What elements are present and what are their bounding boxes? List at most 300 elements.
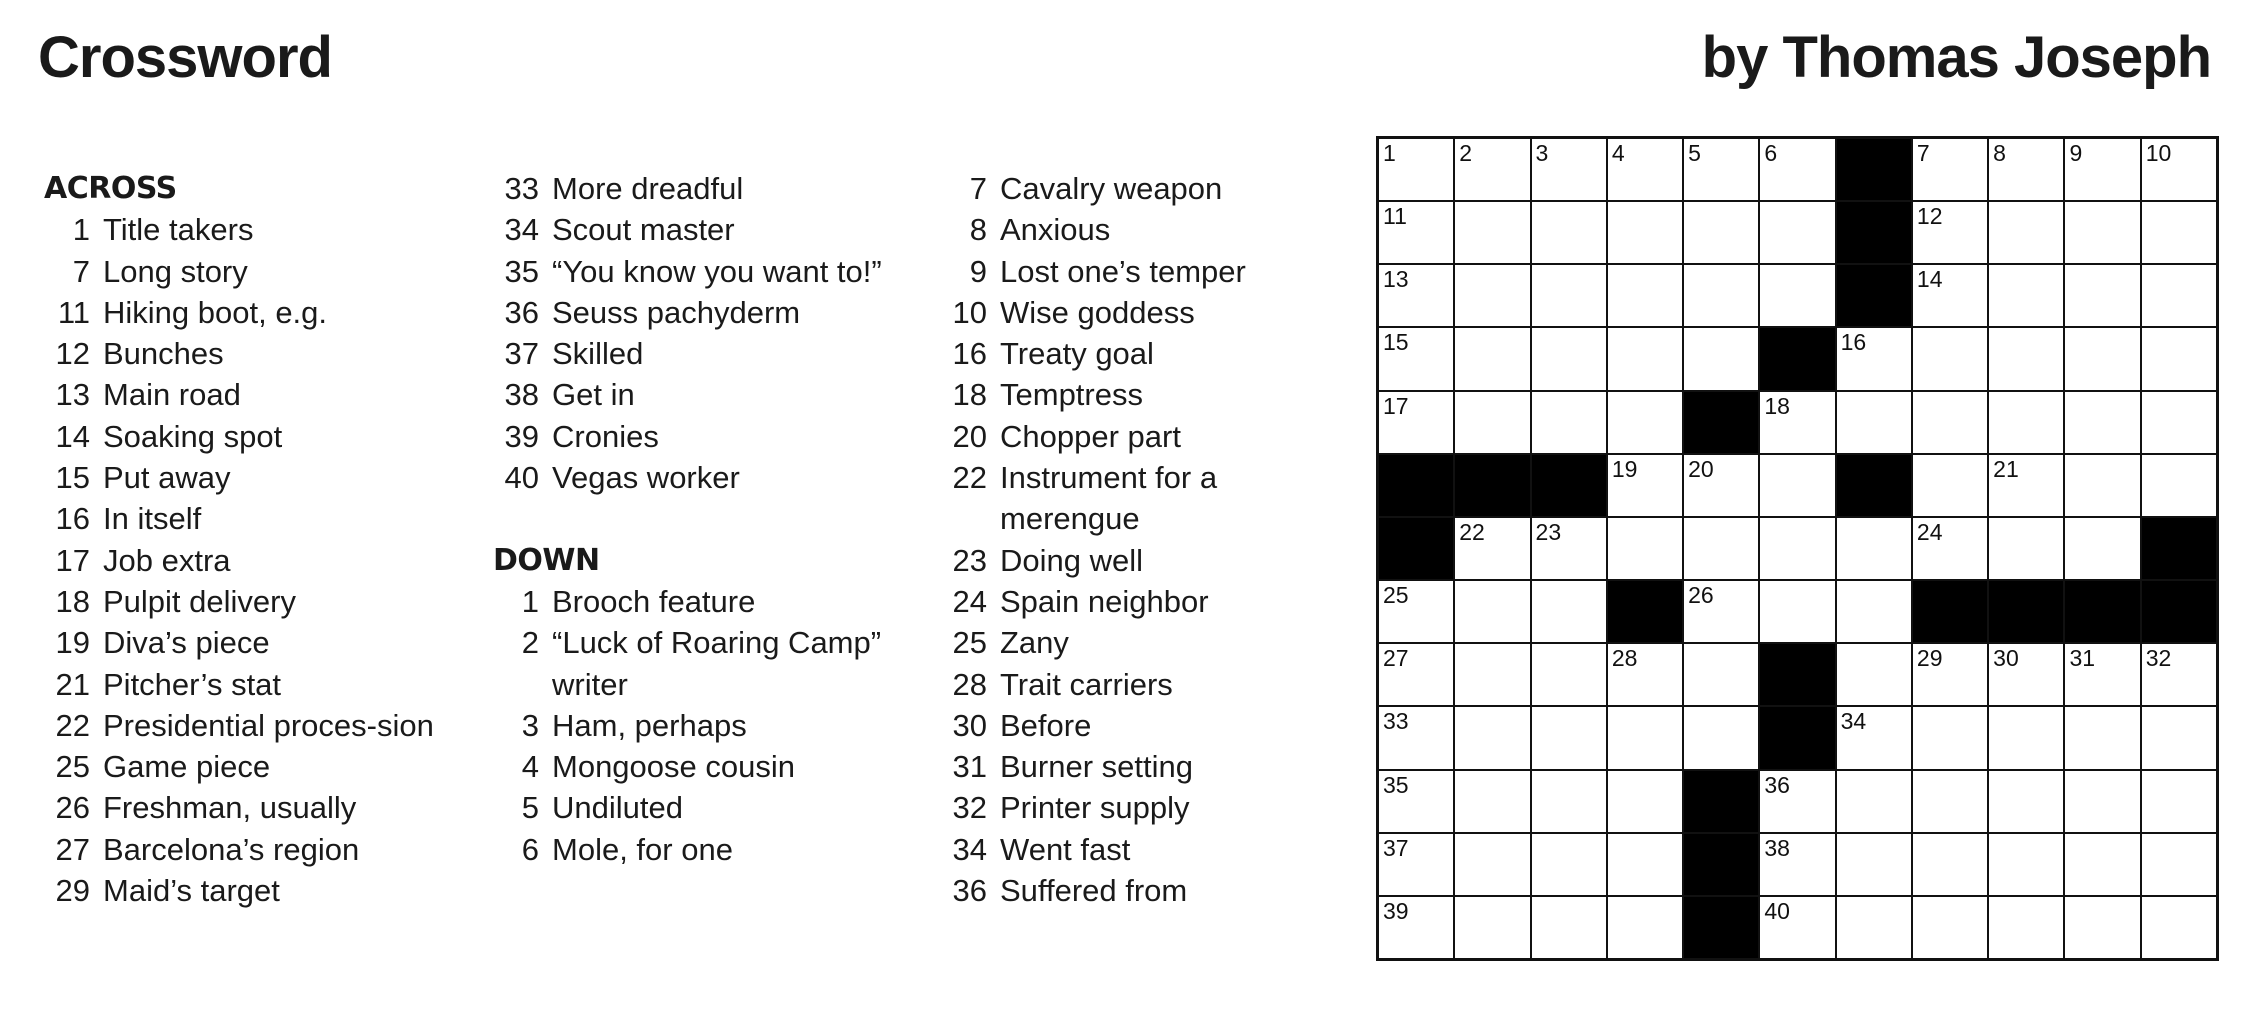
clue-down-5[interactable] (493, 787, 913, 828)
clue-down-1[interactable] (493, 581, 913, 622)
clue-down-18[interactable] (941, 374, 1361, 415)
cell-number: 6 (1764, 140, 1778, 166)
clue-down-31[interactable] (941, 746, 1361, 787)
grid-cell[interactable] (1989, 707, 2063, 768)
clue-number: 31 (952, 749, 987, 785)
grid-cell[interactable] (1684, 139, 1758, 200)
grid-cell[interactable] (1837, 707, 1911, 768)
clue-number: 8 (969, 212, 987, 248)
cell-number: 16 (1840, 329, 1867, 356)
clue-number: 36 (504, 294, 539, 330)
grid-cell[interactable] (1455, 834, 1529, 895)
clue-number: 22 (55, 707, 90, 743)
clue-down-10[interactable] (941, 292, 1361, 333)
clue-down-9[interactable] (941, 251, 1361, 292)
clue-across-36[interactable] (493, 292, 913, 333)
cell-number: 39 (1383, 897, 1409, 924)
clue-text: Anxious (1000, 212, 1111, 248)
cell-number: 40 (1764, 897, 1790, 924)
grid-cell[interactable] (1532, 328, 1606, 389)
clue-text: Cavalry weapon (1000, 171, 1223, 206)
grid-cell[interactable] (1989, 139, 2063, 200)
grid-cell[interactable] (1455, 644, 1529, 705)
cell-number: 27 (1383, 645, 1409, 672)
grid-cell[interactable] (1684, 581, 1758, 642)
clue-text: Hiking boot, e.g. (103, 294, 328, 330)
grid-block (2142, 518, 2216, 579)
grid-cell[interactable] (1608, 139, 1682, 200)
cell-number: 2 (1459, 140, 1473, 166)
grid-block (1913, 581, 1987, 642)
grid-cell[interactable] (1684, 202, 1758, 263)
clue-text: Printer supply (1000, 790, 1190, 826)
clue-across-18[interactable] (44, 581, 464, 622)
grid-cell[interactable] (1379, 392, 1453, 453)
clue-number: 30 (952, 707, 987, 743)
cell-number: 35 (1383, 771, 1409, 798)
grid-cell[interactable] (1455, 581, 1529, 642)
grid-cell[interactable] (1913, 392, 1987, 453)
clue-number: 40 (504, 460, 539, 496)
grid-cell[interactable] (1760, 834, 1834, 895)
clue-down-24[interactable] (941, 581, 1361, 622)
grid-cell[interactable] (2142, 771, 2216, 832)
clue-column-2 (493, 168, 913, 870)
grid-block (1760, 328, 1834, 389)
grid-block (1684, 834, 1758, 895)
grid-cell[interactable] (1989, 455, 2063, 516)
grid-cell[interactable] (2142, 328, 2216, 389)
grid-cell[interactable] (2065, 707, 2139, 768)
grid-cell[interactable] (1379, 707, 1453, 768)
cell-number: 17 (1383, 392, 1409, 419)
clue-text: Freshman, usually (103, 790, 357, 826)
clue-text: Treaty goal (1000, 336, 1154, 372)
clue-text: Barcelona’s region (103, 831, 360, 867)
cell-number: 33 (1383, 708, 1409, 735)
grid-cell[interactable] (1760, 265, 1834, 326)
clue-number: 35 (504, 253, 539, 289)
grid-block (1684, 897, 1758, 958)
clue-text: Get in (552, 377, 635, 413)
clue-across-29[interactable] (44, 870, 464, 911)
clue-across-38[interactable] (493, 374, 913, 415)
clue-across-11[interactable] (44, 292, 464, 333)
clue-across-33[interactable] (493, 168, 913, 209)
grid-cell[interactable] (2065, 897, 2139, 958)
grid-cell[interactable] (1913, 771, 1987, 832)
grid-block (1684, 392, 1758, 453)
grid-cell[interactable] (1989, 771, 2063, 832)
cell-number: 14 (1916, 266, 1943, 293)
clue-text: Doing well (1000, 542, 1144, 578)
cell-number: 15 (1383, 329, 1409, 356)
cell-number: 4 (1611, 140, 1625, 166)
clue-number: 22 (952, 460, 987, 496)
grid-cell[interactable] (1913, 834, 1987, 895)
grid-block (2065, 581, 2139, 642)
grid-cell[interactable] (1913, 202, 1987, 263)
grid-cell[interactable] (1455, 392, 1529, 453)
clue-text: Chopper part (1000, 418, 1181, 454)
clue-across-15[interactable] (44, 457, 464, 498)
clue-across-22[interactable] (44, 705, 464, 746)
grid-cell[interactable] (1608, 707, 1682, 768)
grid-cell[interactable] (1684, 707, 1758, 768)
grid-cell[interactable] (2142, 139, 2216, 200)
clue-text: Maid’s target (103, 873, 280, 909)
grid-cell[interactable] (1455, 707, 1529, 768)
clue-number: 25 (952, 625, 987, 661)
clue-number: 11 (57, 294, 90, 330)
clue-across-34[interactable] (493, 209, 913, 250)
clue-across-37[interactable] (493, 333, 913, 374)
clue-text: Pitcher’s stat (103, 666, 282, 702)
grid-cell[interactable] (1989, 202, 2063, 263)
crossword-grid (1376, 136, 2219, 961)
clue-across-13[interactable] (44, 374, 464, 415)
clue-text: Main road (103, 377, 241, 413)
grid-cell[interactable] (1379, 328, 1453, 389)
clue-down-20[interactable] (941, 416, 1361, 457)
grid-cell[interactable] (1455, 202, 1529, 263)
clue-down-7[interactable] (941, 168, 1361, 209)
grid-cell[interactable] (2142, 644, 2216, 705)
grid-cell[interactable] (1608, 771, 1682, 832)
grid-cell[interactable] (1989, 518, 2063, 579)
grid-cell[interactable] (1837, 897, 1911, 958)
clue-text: In itself (103, 501, 202, 537)
clue-number: 7 (72, 253, 90, 289)
grid-cell[interactable] (1379, 834, 1453, 895)
clue-text: Ham, perhaps (552, 707, 747, 743)
clue-text: Burner setting (1000, 749, 1193, 785)
grid-block (1760, 644, 1834, 705)
cell-number: 8 (1993, 140, 2006, 166)
grid-cell[interactable] (1532, 581, 1606, 642)
grid-cell[interactable] (1532, 644, 1606, 705)
grid-cell[interactable] (1455, 139, 1529, 200)
grid-cell[interactable] (2065, 834, 2139, 895)
grid-cell[interactable] (2065, 139, 2139, 200)
grid-cell[interactable] (1455, 771, 1529, 832)
clue-down-8[interactable] (941, 209, 1361, 250)
clue-text: Went fast (1000, 831, 1131, 867)
clue-number: 10 (952, 294, 987, 330)
clue-number: 1 (72, 212, 90, 248)
cell-number: 7 (1916, 140, 1930, 166)
clue-column-3 (941, 168, 1361, 911)
grid-cell[interactable] (2142, 897, 2216, 958)
clue-text: Suffered from (1000, 873, 1188, 909)
grid-cell[interactable] (1684, 644, 1758, 705)
grid-cell[interactable] (1379, 771, 1453, 832)
clue-down-3[interactable] (493, 705, 913, 746)
clue-text: “Luck of Roaring Camp” writer (552, 625, 882, 702)
clue-text: Trait carriers (1000, 666, 1173, 702)
clue-number: 7 (969, 171, 987, 206)
grid-cell[interactable] (1608, 897, 1682, 958)
clue-text: Scout master (552, 212, 735, 248)
grid-cell[interactable] (1532, 771, 1606, 832)
grid-cell[interactable] (2065, 392, 2139, 453)
clue-down-25[interactable] (941, 622, 1361, 663)
grid-cell[interactable] (2065, 771, 2139, 832)
clue-number: 13 (55, 377, 90, 413)
clue-number: 4 (521, 749, 539, 785)
grid-cell[interactable] (1760, 455, 1834, 516)
clue-across-14[interactable] (44, 416, 464, 457)
grid-cell[interactable] (1455, 265, 1529, 326)
grid-cell[interactable] (2065, 202, 2139, 263)
grid-cell[interactable] (1913, 328, 1987, 389)
clue-number: 34 (952, 831, 987, 867)
clue-down-34[interactable] (941, 829, 1361, 870)
clue-down-32[interactable] (941, 787, 1361, 828)
cell-number: 21 (1993, 455, 2019, 482)
grid-cell[interactable] (1837, 518, 1911, 579)
grid-cell[interactable] (1379, 202, 1453, 263)
clue-number: 17 (55, 542, 90, 578)
clue-across-1[interactable] (44, 209, 464, 250)
cell-number: 12 (1916, 203, 1943, 230)
grid-cell[interactable] (1760, 392, 1834, 453)
grid-cell[interactable] (1760, 202, 1834, 263)
cell-number: 36 (1764, 771, 1790, 798)
clue-across-40[interactable] (493, 457, 913, 498)
grid-block (1837, 265, 1911, 326)
clue-number: 16 (952, 336, 987, 372)
clue-number: 16 (55, 501, 90, 537)
grid-cell[interactable] (2142, 455, 2216, 516)
grid-cell[interactable] (2065, 455, 2139, 516)
grid-cell[interactable] (1837, 328, 1911, 389)
grid-cell[interactable] (1760, 581, 1834, 642)
grid-cell[interactable] (1532, 265, 1606, 326)
cell-number: 10 (2145, 140, 2172, 166)
clue-across-26[interactable] (44, 787, 464, 828)
clue-across-27[interactable] (44, 829, 464, 870)
grid-cell[interactable] (1913, 455, 1987, 516)
grid-block (1837, 202, 1911, 263)
clue-across-35[interactable] (493, 251, 913, 292)
grid-cell[interactable] (1913, 139, 1987, 200)
clue-across-7[interactable] (44, 251, 464, 292)
grid-block (1379, 518, 1453, 579)
grid-cell[interactable] (1837, 771, 1911, 832)
clue-number: 19 (55, 625, 90, 661)
clue-text: Vegas worker (552, 460, 740, 496)
clue-column-1 (44, 168, 464, 911)
grid-cell[interactable] (1532, 392, 1606, 453)
grid-cell[interactable] (1379, 644, 1453, 705)
grid-cell[interactable] (2142, 392, 2216, 453)
clue-number: 6 (521, 831, 539, 867)
grid-cell[interactable] (1608, 644, 1682, 705)
cell-number: 34 (1840, 708, 1867, 735)
grid-cell[interactable] (1989, 897, 2063, 958)
cell-number: 24 (1916, 518, 1943, 545)
grid-cell[interactable] (2065, 328, 2139, 389)
down-heading: DOWN (493, 542, 600, 578)
clue-down-36[interactable] (941, 870, 1361, 911)
grid-cell[interactable] (2142, 834, 2216, 895)
clue-number: 3 (521, 707, 539, 743)
clue-across-25[interactable] (44, 746, 464, 787)
clue-number: 18 (55, 583, 90, 619)
grid-cell[interactable] (1989, 834, 2063, 895)
grid-cell[interactable] (1379, 265, 1453, 326)
cell-number: 38 (1764, 834, 1790, 861)
grid-block (1989, 581, 2063, 642)
grid-cell[interactable] (1837, 392, 1911, 453)
grid-block (1379, 455, 1453, 516)
grid-cell[interactable] (1913, 644, 1987, 705)
clue-text: Lost one’s temper (1000, 253, 1246, 289)
cell-number: 25 (1383, 582, 1409, 609)
clue-text: Instrument for a merengue (1000, 460, 1218, 537)
clue-text: Mole, for one (552, 831, 733, 867)
grid-cell[interactable] (1837, 581, 1911, 642)
grid-cell[interactable] (1455, 328, 1529, 389)
cell-number: 1 (1383, 140, 1396, 166)
clue-text: Seuss pachyderm (552, 294, 801, 330)
grid-cell[interactable] (1455, 518, 1529, 579)
grid-cell[interactable] (1760, 139, 1834, 200)
grid-cell[interactable] (1379, 581, 1453, 642)
grid-cell[interactable] (1532, 202, 1606, 263)
clue-number: 36 (952, 873, 987, 909)
grid-cell[interactable] (1989, 392, 2063, 453)
clue-text: Job extra (103, 542, 231, 578)
cell-number: 9 (2069, 140, 2083, 166)
clue-down-23[interactable] (941, 540, 1361, 581)
clue-number: 5 (521, 790, 539, 826)
clue-number: 39 (504, 418, 539, 454)
grid-cell[interactable] (1379, 897, 1453, 958)
clue-text: Long story (103, 253, 248, 289)
grid-cell[interactable] (1608, 265, 1682, 326)
clue-text: Put away (103, 460, 231, 496)
grid-block (1455, 455, 1529, 516)
clue-down-6[interactable] (493, 829, 913, 870)
grid-cell[interactable] (2142, 202, 2216, 263)
grid-cell[interactable] (1913, 897, 1987, 958)
grid-cell[interactable] (1532, 139, 1606, 200)
clue-text: More dreadful (552, 171, 744, 206)
grid-cell[interactable] (1684, 455, 1758, 516)
grid-cell[interactable] (1608, 202, 1682, 263)
grid-cell[interactable] (1532, 707, 1606, 768)
grid-cell[interactable] (1532, 518, 1606, 579)
grid-cell[interactable] (1684, 265, 1758, 326)
grid-cell[interactable] (1989, 328, 2063, 389)
grid-cell[interactable] (1989, 265, 2063, 326)
grid-cell[interactable] (2065, 265, 2139, 326)
grid-cell[interactable] (1837, 644, 1911, 705)
clue-number: 1 (521, 583, 539, 619)
clue-text: Mongoose cousin (552, 749, 795, 785)
clue-down-16[interactable] (941, 333, 1361, 374)
grid-cell[interactable] (1760, 518, 1834, 579)
clue-across-16[interactable] (44, 498, 464, 539)
cell-number: 37 (1383, 834, 1409, 861)
grid-cell[interactable] (2142, 707, 2216, 768)
clue-number: 26 (55, 790, 90, 826)
grid-cell[interactable] (2065, 644, 2139, 705)
grid-cell[interactable] (1608, 328, 1682, 389)
clue-across-39[interactable] (493, 416, 913, 457)
grid-block (1837, 455, 1911, 516)
cell-number: 20 (1688, 455, 1714, 482)
clue-down-4[interactable] (493, 746, 913, 787)
grid-cell[interactable] (1608, 518, 1682, 579)
grid-cell[interactable] (1760, 771, 1834, 832)
section-gap (493, 498, 913, 539)
clue-number: 20 (952, 418, 987, 454)
grid-cell[interactable] (2065, 518, 2139, 579)
grid-cell[interactable] (1684, 518, 1758, 579)
cell-number: 11 (1383, 203, 1407, 230)
clue-text: Soaking spot (103, 418, 283, 454)
clue-text: Cronies (552, 418, 659, 454)
clue-number: 34 (504, 212, 539, 248)
clue-text: Before (1000, 707, 1092, 743)
grid-cell[interactable] (1608, 455, 1682, 516)
clue-number: 23 (952, 542, 987, 578)
clue-down-2[interactable] (493, 622, 913, 705)
grid-cell[interactable] (1913, 707, 1987, 768)
cell-number: 29 (1916, 645, 1943, 672)
clue-text: Spain neighbor (1000, 583, 1209, 619)
cell-number: 22 (1459, 518, 1485, 545)
clue-number: 38 (504, 377, 539, 413)
puzzle-title: Crossword (38, 25, 332, 90)
clue-across-21[interactable] (44, 664, 464, 705)
clue-number: 2 (521, 625, 539, 661)
grid-cell[interactable] (1608, 392, 1682, 453)
grid-block (2142, 581, 2216, 642)
clue-number: 18 (952, 377, 987, 413)
clue-number: 29 (55, 873, 90, 909)
clue-number: 27 (55, 831, 90, 867)
grid-block (1760, 707, 1834, 768)
grid-cell[interactable] (1455, 897, 1529, 958)
clue-across-12[interactable] (44, 333, 464, 374)
clue-across-17[interactable] (44, 540, 464, 581)
grid-cell[interactable] (1913, 265, 1987, 326)
grid-cell[interactable] (1913, 518, 1987, 579)
grid-cell[interactable] (1608, 834, 1682, 895)
clue-across-19[interactable] (44, 622, 464, 663)
clue-number: 14 (55, 418, 90, 454)
grid-cell[interactable] (1379, 139, 1453, 200)
grid-cell[interactable] (1989, 644, 2063, 705)
grid-cell[interactable] (1837, 834, 1911, 895)
grid-cell[interactable] (1684, 328, 1758, 389)
grid-cell[interactable] (2142, 265, 2216, 326)
grid-cell[interactable] (1760, 897, 1834, 958)
cell-number: 23 (1535, 518, 1562, 545)
clue-number: 28 (952, 666, 987, 702)
grid-cell[interactable] (1532, 897, 1606, 958)
clue-down-28[interactable] (941, 664, 1361, 705)
clue-number: 32 (952, 790, 987, 826)
clue-down-30[interactable] (941, 705, 1361, 746)
clue-text: Wise goddess (1000, 294, 1195, 330)
clue-down-22[interactable] (941, 457, 1361, 540)
grid-cell[interactable] (1532, 834, 1606, 895)
